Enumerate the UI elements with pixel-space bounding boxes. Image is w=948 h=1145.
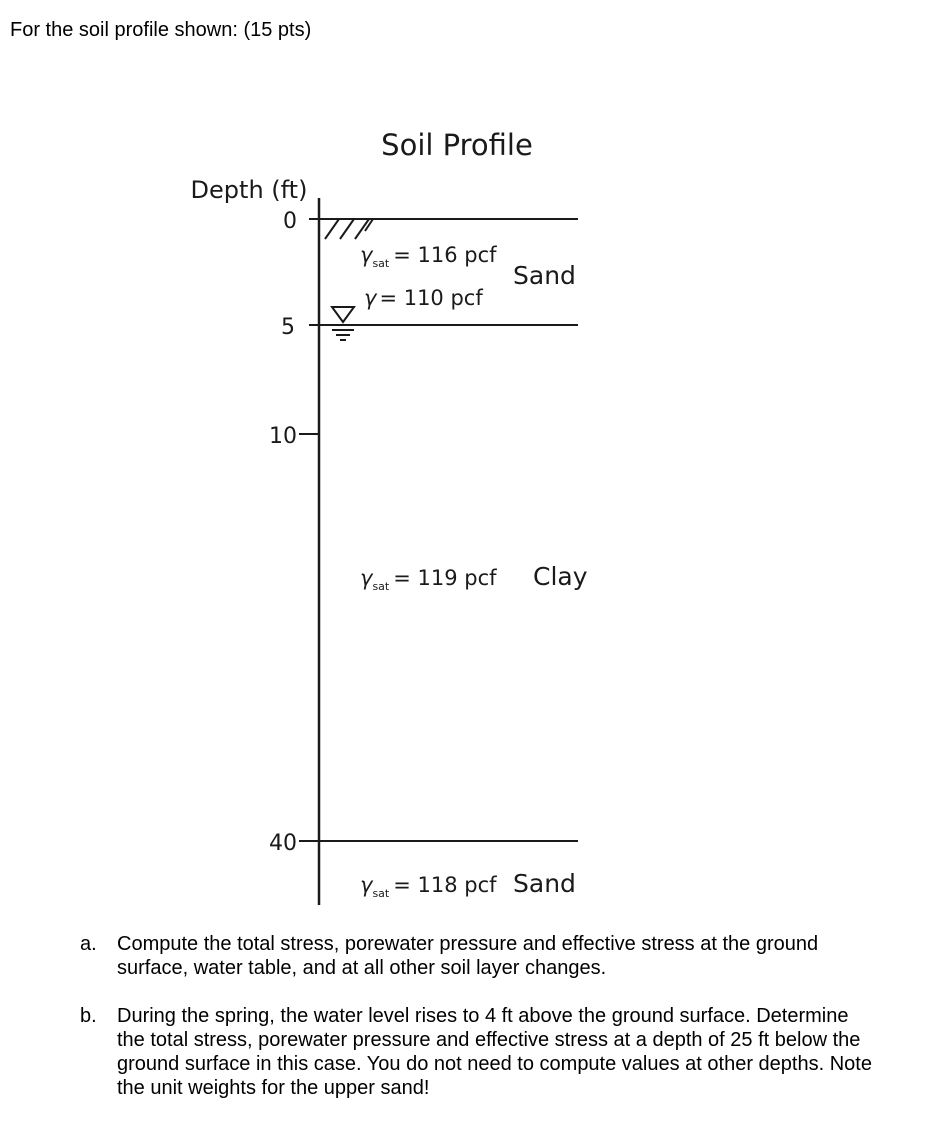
upper-sand-label: Sand xyxy=(513,261,576,290)
ground-hatch-icon xyxy=(325,219,373,239)
depth-tick-label-0: 0 xyxy=(283,209,297,234)
question-b-marker: b. xyxy=(80,1005,97,1027)
question-list xyxy=(80,932,880,1124)
depth-tick-label-10: 10 xyxy=(269,424,297,449)
depth-axis-label: Depth (ft) xyxy=(190,176,308,204)
upper-sand-gamma-sat: $\gamma_{sat} = 116$ pcf xyxy=(360,243,497,270)
problem-intro: For the soil profile shown: (15 pts) xyxy=(10,19,312,41)
diagram-title: Soil Profile xyxy=(381,128,533,162)
question-b-text: During the spring, the water level rises to 4 ft above the ground surface. Determine the total stress, porewater pressure and effective stress at a depth of 25 ft below the ground surface in this case. You do not need to compute values at other depths. Note the unit weights for the upper sand! xyxy=(117,1005,872,1099)
lower-sand-gamma-sat: $\gamma_{sat} = 118$ pcf xyxy=(360,873,497,900)
question-b xyxy=(80,1004,880,1100)
question-a-marker: a. xyxy=(80,933,97,955)
clay-gamma-sat: $\gamma_{sat} = 119$ pcf xyxy=(360,566,497,593)
upper-sand-gamma: γ = 110 pcf xyxy=(364,286,483,310)
lower-sand-label: Sand xyxy=(513,869,576,898)
depth-tick-label-5: 5 xyxy=(281,315,295,340)
question-a-text: Compute the total stress, porewater pressure and effective stress at the ground surface, water table, and at all other soil layer changes. xyxy=(117,933,819,979)
clay-label: Clay xyxy=(533,562,588,591)
water-table-triangle-icon xyxy=(332,307,354,340)
question-a xyxy=(80,932,880,980)
depth-tick-label-40: 40 xyxy=(269,831,297,856)
